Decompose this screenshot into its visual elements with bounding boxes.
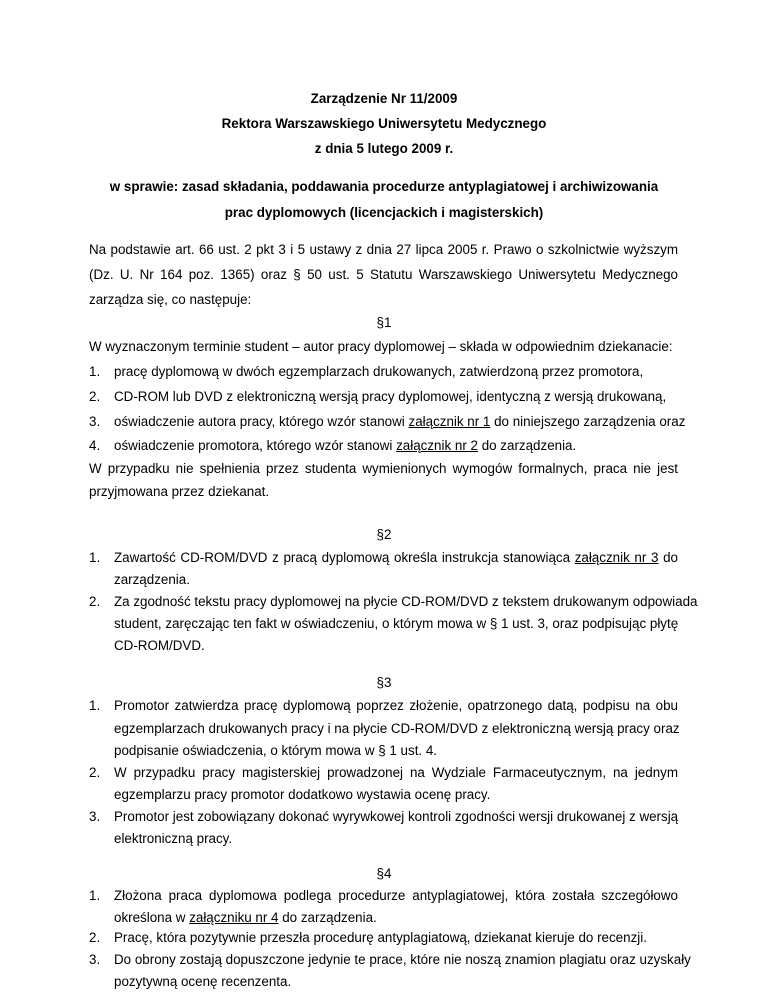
section-2-item-1-line-2: zarządzenia. [114, 571, 190, 587]
list-number: 4. [89, 438, 101, 453]
attachment-4-link: załączniku nr 4 [189, 910, 279, 926]
section-4-item-2: Pracę, która pozytywnie przeszła procedurę antyplagiatową, dziekanat kieruje do recenzji. [114, 929, 647, 945]
section-4-item-3-line-1: Do obrony zostają dopuszczone jedynie te prace, które nie noszą znamion plagiatu oraz uzyskały [114, 951, 691, 967]
preamble-line-1: Na podstawie art. 66 ust. 2 pkt 3 i 5 ustawy z dnia 27 lipca 2005 r. Prawo o szkolnictwie wyższym [89, 242, 678, 257]
list-number: 2. [89, 593, 101, 609]
list-number: 3. [89, 951, 101, 967]
section-3-item-2-line-1: W przypadku pracy magisterskiej prowadzonej na Wydziale Farmaceutycznym, na jednym [114, 764, 678, 780]
section-2-item-2-line-2: student, zaręczając ten fakt w oświadczeniu, o którym mowa w § 1 ust. 3, oraz podpisując płytę [114, 616, 679, 632]
section-1-title: §1 [376, 315, 392, 330]
section-1-note-line-1: W przypadku nie spełnienia przez studenta wymienionych wymogów formalnych, praca nie jest [89, 461, 678, 476]
attachment-3-link: załącznik nr 3 [574, 549, 659, 565]
section-3-item-2-line-2: egzemplarzu pracy promotor dodatkowo wystawia ocenę pracy. [114, 787, 491, 803]
subject-line-1: w sprawie: zasad składania, poddawania procedurze antyplagiatowej i archiwizowania [109, 179, 659, 194]
section-4-item-1-line-2: określona w załączniku nr 4 do zarządzenia. [114, 910, 377, 926]
section-3-item-3-line-2: elektroniczną pracy. [114, 831, 233, 847]
section-3-item-1-line-3: podpisanie oświadczenia, o którym mowa w § 1 ust. 4. [114, 742, 438, 758]
section-3-item-3-line-1: Promotor jest zobowiązany dokonać wyrywkowej kontroli zgodności wersji drukowanej z wersją [114, 809, 679, 825]
ordinance-number: Zarządzenie Nr 11/2009 [310, 91, 458, 106]
section-1-item-3: oświadczenie autora pracy, którego wzór stanowi załącznik nr 1 do niniejszego zarządzenia oraz [114, 414, 686, 429]
section-2-item-2-line-3: CD-ROM/DVD. [114, 638, 205, 654]
issuer: Rektora Warszawskiego Uniwersytetu Medycznego [221, 116, 547, 131]
section-4-title: §4 [376, 865, 392, 881]
list-number: 1. [89, 364, 101, 379]
list-number: 1. [89, 888, 101, 904]
preamble-line-2: (Dz. U. Nr 164 poz. 1365) oraz § 50 ust. 5 Statutu Warszawskiego Uniwersytetu Medycznego [89, 267, 678, 282]
attachment-1-link: załącznik nr 1 [408, 414, 491, 429]
attachment-2-link: załącznik nr 2 [396, 438, 478, 453]
section-4-item-3-line-2: pozytywną ocenę recenzenta. [114, 974, 292, 989]
section-1-item-4: oświadczenie promotora, którego wzór stanowi załącznik nr 2 do zarządzenia. [114, 438, 577, 453]
section-3-title: §3 [376, 674, 392, 690]
preamble-line-3: zarządza się, co następuje: [89, 292, 252, 307]
section-2-item-2-line-1: Za zgodność tekstu pracy dyplomowej na płycie CD-ROM/DVD z tekstem drukowanym odpowiada [114, 593, 698, 609]
section-1-item-2: CD-ROM lub DVD z elektroniczną wersją pracy dyplomowej, identyczną z wersją drukowaną, [114, 389, 667, 404]
list-number: 1. [89, 549, 101, 565]
section-3-item-1-line-1: Promotor zatwierdza pracę dyplomową poprzez złożenie, opatrzonego datą, podpisu na obu [114, 698, 678, 714]
section-1-intro: W wyznaczonym terminie student – autor pracy dyplomowej – składa w odpowiednim dziekanacie: [89, 339, 673, 354]
list-number: 1. [89, 698, 101, 714]
section-3-item-1-line-2: egzemplarzach drukowanych pracy i na płycie CD-ROM/DVD z elektroniczną wersją pracy oraz [114, 720, 680, 736]
list-number: 2. [89, 929, 101, 945]
section-1-note-line-2: przyjmowana przez dziekanat. [89, 484, 270, 499]
section-2-item-1-line-1: Zawartość CD-ROM/DVD z pracą dyplomową określa instrukcja stanowiąca załącznik nr 3 do [114, 549, 678, 565]
list-number: 2. [89, 764, 101, 780]
list-number: 3. [89, 809, 101, 825]
section-1-item-1: pracę dyplomową w dwóch egzemplarzach drukowanych, zatwierdzoną przez promotora, [114, 364, 644, 379]
list-number: 2. [89, 389, 101, 404]
section-4-item-1-line-1: Złożona praca dyplomowa podlega procedurze antyplagiatowej, która została szczegółowo [114, 888, 678, 904]
subject-line-2: prac dyplomowych (licencjackich i magisterskich) [224, 205, 544, 220]
list-number: 3. [89, 414, 101, 429]
issue-date: z dnia 5 lutego 2009 r. [314, 141, 454, 156]
section-2-title: §2 [376, 526, 392, 542]
